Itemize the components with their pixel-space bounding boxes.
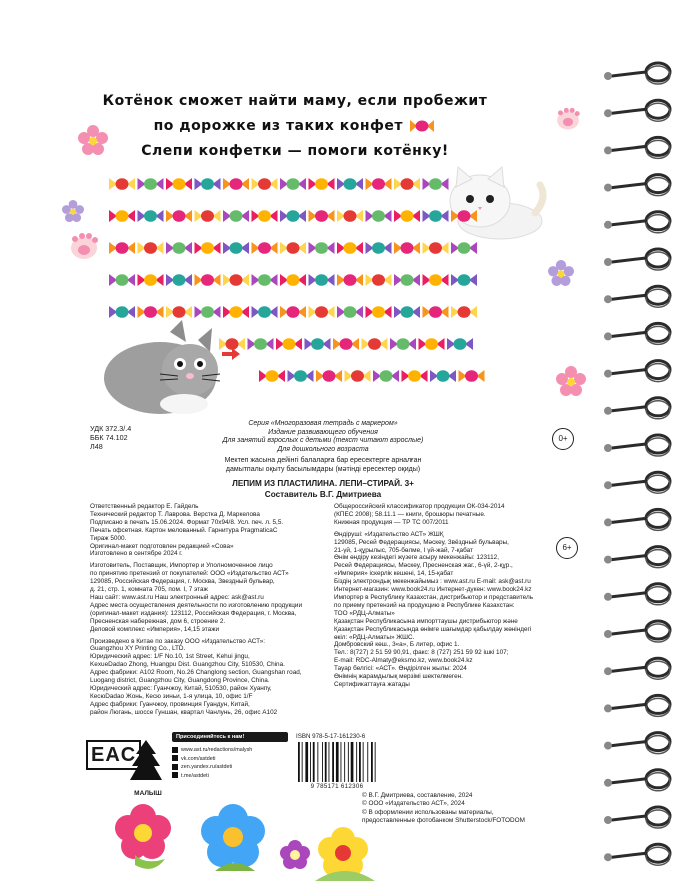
- barcode-bar: [341, 742, 342, 782]
- barcode-bar: [332, 742, 334, 782]
- spiral-binding: [592, 0, 674, 881]
- imprint-line: Luogang district, Guangzhou City, Guangdong Province, China.: [90, 677, 270, 685]
- classification-block: [90, 424, 131, 451]
- title-line-2: Составитель В.Г. Дмитриева: [264, 490, 382, 499]
- barcode: [296, 742, 378, 784]
- candy: [109, 274, 135, 286]
- candy: [166, 178, 192, 190]
- candy: [138, 178, 164, 190]
- barcode-bar: [336, 742, 339, 782]
- candy: [252, 210, 278, 222]
- candy: [138, 242, 164, 254]
- barcode-bar: [302, 742, 303, 782]
- imprint-line: Адрес места осуществления деятельности по изготовлению продукции: [90, 601, 303, 609]
- imprint-line: Ответственный редактор Е. Гайдель: [90, 503, 199, 510]
- candy: [280, 306, 306, 318]
- candy: [195, 210, 221, 222]
- candy: [316, 370, 342, 382]
- paw-icon: [66, 226, 102, 262]
- candy: [259, 370, 285, 382]
- candy: [305, 338, 331, 350]
- candy: [366, 210, 392, 222]
- imprint-line: Адрес фабрики: A102 Room, No.26 Changlong section, Guangshan road,: [90, 669, 302, 677]
- imprint-line: Қазақстан Республикасына импорттаушы дистрибьютор және: [334, 617, 518, 625]
- barcode-bar: [367, 742, 368, 782]
- candy: [423, 274, 449, 286]
- spiral-ring: [604, 695, 670, 716]
- imprint-line: өкіл: «РДЦ-Алматы» ЖШС.: [334, 633, 415, 641]
- paw-icon-right: [553, 102, 583, 132]
- bbk: ББК 74.102: [90, 433, 128, 442]
- flower-icon-pink: [556, 366, 586, 396]
- imprint-line: Общероссийский классификатор продукции ОК-034-2014: [334, 503, 505, 510]
- isbn: ISBN 978-5-17-161230-6: [296, 733, 366, 740]
- candy: [419, 338, 445, 350]
- candy: [280, 210, 306, 222]
- candy: [394, 274, 420, 286]
- barcode-bar: [329, 742, 330, 782]
- imprint-line: КесюDadao Жонь, Кесю зиньи, 1-я улица, 10, офис 1/F: [90, 692, 253, 700]
- candy: [309, 242, 335, 254]
- spiral-ring: [604, 212, 670, 233]
- publisher-logo-icon: [126, 736, 166, 792]
- candy: [223, 178, 249, 190]
- candy: [366, 274, 392, 286]
- imprint-line: Технический редактор Т. Лаврова. Верстка Д. Маркелова: [90, 510, 260, 518]
- candy: [423, 210, 449, 222]
- candy: [138, 306, 164, 318]
- candy: [166, 306, 192, 318]
- eac-mark: EAC: [86, 740, 141, 770]
- imprint-line: ТОО «РДЦ-Алматы»: [334, 609, 395, 617]
- imprint-line: Деловой комплекс «Империя», 14,15 этажи: [90, 625, 220, 633]
- barcode-bar: [310, 742, 311, 782]
- barcode-bar: [298, 742, 300, 782]
- candy: [252, 242, 278, 254]
- candy: [280, 242, 306, 254]
- book-title: [150, 478, 496, 500]
- imprint-line: Пресненская набережная, дом 6, строение 2.: [90, 617, 226, 625]
- candy: [138, 210, 164, 222]
- spiral-ring: [604, 584, 670, 605]
- series-kz-block: [150, 457, 496, 474]
- barcode-bar: [371, 742, 373, 782]
- spiral-ring: [604, 844, 670, 865]
- series-kz-2: дамытпалы оқыту басылымдары (мәтінді ересектер оқиды): [225, 465, 421, 473]
- imprint-line: E-mail: RDC-Almaty@eksmo.kz, www.book24.kz: [334, 657, 473, 665]
- barcode-bar: [317, 742, 318, 782]
- candy: [337, 274, 363, 286]
- candy: [138, 274, 164, 286]
- imprint-line: Тираж 5000.: [90, 534, 127, 542]
- candy: [373, 370, 399, 382]
- imprint-line: (оригинал-макет издания): 123112, Российская Федерация, г. Москва,: [90, 609, 297, 617]
- candy: [252, 178, 278, 190]
- barcode-digits: 9 785171 612306: [310, 783, 364, 790]
- candy: [430, 370, 456, 382]
- spiral-ring: [604, 509, 670, 530]
- task-line-3: Слепи конфетки — помоги котёнку!: [141, 143, 449, 159]
- candy: [337, 210, 363, 222]
- imprint-line: «Империя» іскерлік кешені, 14, 15-қабат: [334, 570, 454, 578]
- candy: [451, 306, 477, 318]
- spiral-ring: [604, 398, 670, 419]
- candy: [280, 274, 306, 286]
- candy: [345, 370, 371, 382]
- candy: [366, 306, 392, 318]
- candy: [223, 306, 249, 318]
- spiral-ring: [604, 621, 670, 642]
- imprint-line: Изготовлено в сентябре 2024 г.: [90, 550, 183, 558]
- imprint-line: д. 21, стр. 1, комната 705, пом. I, 7 этаж: [90, 586, 208, 594]
- candy: [394, 242, 420, 254]
- candy: [447, 338, 473, 350]
- imprint-line: Guangzhou XY Printing Co., LTD.: [90, 645, 186, 653]
- title-line-1: ЛЕПИМ ИЗ ПЛАСТИЛИНА. ЛЕПИ–СТИРАЙ. 3+: [232, 479, 414, 488]
- barcode-bar: [322, 742, 323, 782]
- social-block: [172, 732, 288, 780]
- series-line-2: Издание развивающего обучения: [268, 428, 378, 436]
- imprint-line: Наш сайт: www.ast.ru Наш электронный адрес: ask@ast.ru: [90, 593, 264, 601]
- social-link-zen[interactable]: zen.yandex.ru/astdeti: [172, 763, 288, 772]
- plasticine-flowers: [105, 795, 425, 881]
- candy: [223, 210, 249, 222]
- candy: [362, 338, 388, 350]
- series-line-3: Для занятий взрослых с детьми (текст читают взрослые): [222, 437, 424, 445]
- spiral-ring: [604, 807, 670, 828]
- candy: [451, 242, 477, 254]
- social-link-vk[interactable]: vk.com/astdeti: [172, 755, 288, 764]
- candy: [288, 370, 314, 382]
- imprint-line: Юридический адрес: Гуанчжоу, Китай, 510530, район Хуанпу,: [90, 684, 272, 692]
- candy: [337, 306, 363, 318]
- spiral-ring: [604, 770, 670, 791]
- imprint-left-column: [90, 503, 330, 717]
- imprint-line: Импортер в Республику Казахстан, дистрибьютор и представитель: [334, 593, 534, 601]
- spiral-ring: [604, 658, 670, 679]
- imprint-line: Изготовитель, Поставщик, Импортер и Уполномоченное лицо: [90, 562, 273, 570]
- candy: [309, 306, 335, 318]
- social-links: [172, 746, 288, 780]
- candy: [252, 274, 278, 286]
- imprint-line: Тауар белгісі: «АСТ». Өндірілген жылы: 2024: [334, 665, 467, 673]
- candy: [451, 210, 477, 222]
- candy: [280, 178, 306, 190]
- candy: [109, 178, 135, 190]
- imprint-line: 21-үй, 1-құрылыс, 705-бөлме, I үй-жай, 7-қабат: [334, 546, 473, 554]
- imprint-line: Біздің электрондық мекенжайымыз : www.ast.ru E-mail: ask@ast.ru: [334, 578, 531, 586]
- candy: [394, 178, 420, 190]
- social-link-telegram[interactable]: t.me/astdeti: [172, 772, 288, 781]
- barcode-bar: [351, 742, 354, 782]
- imprint-line: Юридический адрес: 1/F No.10, 1st Street, Kehui jingu,: [90, 653, 250, 661]
- barcode-bar: [375, 742, 376, 782]
- spiral-ring: [604, 547, 670, 568]
- arrow-right-icon: [222, 348, 240, 360]
- udk: УДК 372.3/.4: [90, 424, 132, 433]
- imprint-line: Книжная продукция — ТР ТС 007/2011: [334, 518, 449, 526]
- series-kz-1: Мектеп жасына дейінгі балаларға бар ересектерге арналған: [224, 457, 422, 464]
- imprint-line: Өнімнің жарамдылық мерзімі шектелмеген.: [334, 673, 463, 681]
- series-line-4: Для дошкольного возраста: [277, 445, 369, 453]
- barcode-bar: [325, 742, 327, 782]
- candy: [252, 306, 278, 318]
- spiral-ring: [604, 733, 670, 754]
- imprint-line: (КПЕС 2008); 58.11.1 — книги, брошюры печатные.: [334, 510, 486, 518]
- candy: [390, 338, 416, 350]
- spiral-ring: [604, 63, 670, 84]
- spiral-ring: [604, 249, 670, 270]
- imprint-line: Произведено в Китае по заказу ООО «Издательство АСТ»:: [90, 637, 266, 645]
- imprint-line: Қазақстан Республикасында өнімге шағымдар қабылдау жөніндегі: [334, 625, 532, 633]
- candy: [195, 242, 221, 254]
- candy: [394, 306, 420, 318]
- candy: [248, 338, 274, 350]
- candy: [423, 306, 449, 318]
- candy: [223, 274, 249, 286]
- task-line-2: [80, 117, 510, 135]
- age-badge-2: 6+: [556, 537, 578, 559]
- imprint-line: 129085, Российская Федерация, г. Москва, Звездный бульвар,: [90, 578, 275, 586]
- series-block: [150, 420, 496, 454]
- code: Л48: [90, 442, 103, 451]
- task-line-1: Котёнок сможет найти маму, если пробежит: [102, 93, 488, 109]
- candy: [109, 242, 135, 254]
- imprint-right-column: [334, 503, 584, 689]
- candy: [195, 274, 221, 286]
- candy: [337, 242, 363, 254]
- imprint-line: район Люгань, шоссе Гуншан, квартал Чанлунь, 26, офис A102: [90, 708, 278, 716]
- imprint-line: © В оформлении использованы материалы,: [362, 808, 494, 816]
- candy: [276, 338, 302, 350]
- imprint-line: © ООО «Издательство АСТ», 2024: [362, 800, 465, 808]
- candy: [109, 306, 135, 318]
- spiral-ring: [604, 435, 670, 456]
- candy: [423, 242, 449, 254]
- imprint-line: Интернет-магазин: www.book24.ru Интернет-дүкен: www.book24.kz: [334, 586, 532, 594]
- imprint-line: предоставленные фотобанком Shutterstock/FOTODOM: [362, 817, 525, 825]
- candy: [309, 274, 335, 286]
- candy: [333, 338, 359, 350]
- imprint-line: Домбровский көш., 3«а», Б литер, офис 1.: [334, 641, 460, 649]
- barcode-bar: [348, 742, 349, 782]
- spiral-ring: [604, 472, 670, 493]
- imprint-line: по приему претензий на продукцию в Республике Казахстан:: [334, 601, 515, 609]
- candy: [195, 178, 221, 190]
- spiral-ring: [604, 175, 670, 196]
- candy: [337, 178, 363, 190]
- flower-icon: [78, 125, 108, 155]
- candy: [166, 242, 192, 254]
- social-link-site[interactable]: www.ast.ru/redactions/malysh: [172, 746, 288, 755]
- imprint-line: 129085, Ресей Федерациясы, Мәскеу, Звёздный бульвары,: [334, 538, 509, 546]
- candy: [423, 178, 449, 190]
- imprint-line: Өнім өндіру кезіндегі жүзеге асыру мекенжайы: 123112,: [334, 554, 500, 562]
- imprint-line: Оригинал-макет подготовлен редакцией «Сова»: [90, 542, 234, 550]
- imprint-line: KexueDadao Zhong, Huangpu Dist. Guangzhou City, 510530, China.: [90, 661, 285, 669]
- flower-icon-small: [62, 200, 84, 222]
- spiral-ring: [604, 100, 670, 121]
- age-badge: 0+: [552, 428, 574, 450]
- candy: [309, 210, 335, 222]
- candy: [109, 210, 135, 222]
- imprint-line: Печать офсетная. Картон мелованный. Гарнитура PragmaticaC: [90, 526, 278, 534]
- candy: [195, 306, 221, 318]
- imprint-line: Ресей Федерациясы, Мәскеу, Пресненская жаг., 6-үй, 2-құр.,: [334, 562, 513, 570]
- imprint-line: Адрес фабрики: Гуанчжоу, провинция Гуандун, Китай,: [90, 700, 250, 708]
- imprint-line: по принятию претензий от покупателей: ООО «Издательство АСТ»: [90, 570, 289, 578]
- spiral-ring: [604, 323, 670, 344]
- barcode-bar: [363, 742, 364, 782]
- imprint-line: Өндіруші: «Издательство АСТ» ЖШҚ: [334, 530, 444, 538]
- candy: [309, 178, 335, 190]
- imprint-line: Сертификаттауға жатады: [334, 680, 410, 688]
- barcode-bar: [313, 742, 315, 782]
- imprint-line: © В.Г. Дмитриева, составление, 2024: [362, 792, 473, 799]
- barcode-bar: [305, 742, 308, 782]
- candy: [166, 210, 192, 222]
- barcode-bar: [359, 742, 361, 782]
- imprint-line: Тел.: 8(727) 2 51 59 90,91, факс: 8 (727) 251 59 92 ішкі 107;: [334, 649, 509, 657]
- barcode-bar: [356, 742, 357, 782]
- candy: [459, 370, 485, 382]
- task-line-2-text: по дорожке из таких конфет: [153, 118, 404, 134]
- grey-cat: [100, 318, 222, 418]
- candy: [366, 242, 392, 254]
- candy: [402, 370, 428, 382]
- spiral-ring: [604, 286, 670, 307]
- imprint-line: Подписано в печать 15.06.2024. Формат 70x94/8. Усл. печ. л. 5,5.: [90, 518, 284, 526]
- candy: [394, 210, 420, 222]
- spiral-ring: [604, 137, 670, 158]
- flower-icon-right: [548, 260, 574, 286]
- social-header: Присоединяйтесь к нам!: [172, 732, 288, 742]
- spiral-ring: [604, 361, 670, 382]
- candy: [451, 274, 477, 286]
- candy: [366, 178, 392, 190]
- candy-icon: [408, 117, 436, 135]
- barcode-bar: [344, 742, 345, 782]
- candy: [166, 274, 192, 286]
- candy: [223, 242, 249, 254]
- publisher-logo: МАЛЫШ: [134, 790, 162, 797]
- series-line-1: Серия «Многоразовая тетрадь с маркером»: [248, 420, 398, 427]
